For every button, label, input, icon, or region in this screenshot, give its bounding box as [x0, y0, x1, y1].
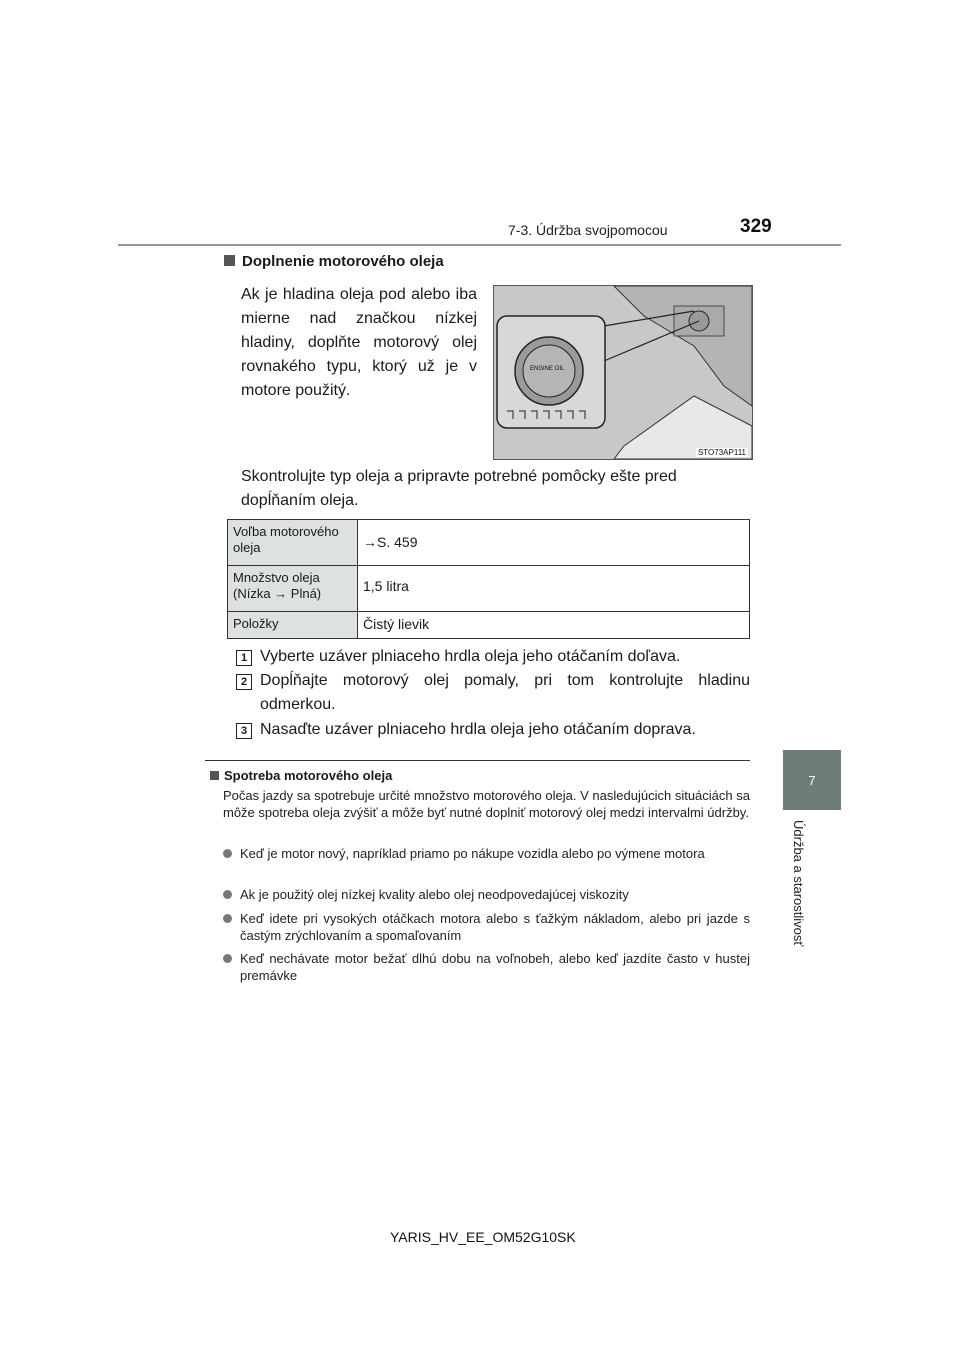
- square-bullet-icon: [224, 255, 235, 266]
- step-text: Dopĺňajte motorový olej pomaly, pri tom kontrolujte hladinu odmerkou.: [260, 672, 750, 713]
- intro-paragraph: Ak je hladina oleja pod alebo iba mierne nad značkou nízkej hladiny, doplňte motorový olej rovnakého typu, ktorý už je v motore použitý.: [241, 286, 477, 399]
- bullet-dot-icon: [223, 890, 232, 899]
- step-number-box: 1: [236, 650, 252, 666]
- list-item: [223, 886, 750, 903]
- chapter-title-text: Údržba a starostlivosť: [791, 820, 806, 947]
- list-item: [223, 910, 750, 944]
- spec-label: Položky: [228, 612, 358, 639]
- bullet-dot-icon: [223, 849, 232, 858]
- engine-bay-illustration: [494, 286, 752, 459]
- table-row: [228, 520, 750, 566]
- square-bullet-icon: [210, 771, 219, 780]
- header-divider: [118, 244, 841, 246]
- engine-oil-cap-figure: [493, 285, 753, 460]
- cap-label: ENGINE OIL: [530, 366, 565, 372]
- topic-heading-text: Doplnenie motorového oleja: [242, 253, 444, 270]
- list-item-text: Keď idete pri vysokých otáčkach motora alebo s ťažkým nákladom, alebo pri jazde s častým zrýchlovaním a spomaľovaním: [240, 911, 750, 943]
- spec-value: 1,5 litra: [358, 566, 750, 612]
- list-item-text: Keď je motor nový, napríklad priamo po nákupe vozidla alebo po výmene motora: [240, 846, 705, 861]
- list-item: [223, 845, 750, 862]
- spec-table: [227, 519, 750, 639]
- spec-label: Voľba motorového oleja: [228, 520, 358, 566]
- bullet-dot-icon: [223, 914, 232, 923]
- step-number-box: 3: [236, 723, 252, 739]
- note-paragraph: Počas jazdy sa spotrebuje určité množstvo motorového oleja. V nasledujúcich situáciách sa môže spotreba oleja zvýšiť a môže byť nutné doplniť motorový olej medzi intervalmi údržby.: [223, 788, 750, 820]
- chapter-tab: 7: [783, 750, 841, 810]
- spec-value: Čistý lievik: [358, 612, 750, 639]
- chapter-title: [790, 820, 810, 970]
- list-item: [223, 950, 750, 984]
- note-heading-text: Spotreba motorového oleja: [224, 768, 393, 783]
- document-code: YARIS_HV_EE_OM52G10SK: [390, 1229, 576, 1245]
- section-title: 7-3. Údržba svojpomocou: [508, 222, 668, 238]
- bullet-dot-icon: [223, 954, 232, 963]
- table-row: [228, 566, 750, 612]
- note-heading: [210, 768, 392, 783]
- check-paragraph: Skontrolujte typ oleja a pripravte potrebné pomôcky ešte pred dopĺňaním oleja.: [241, 468, 677, 509]
- spec-label: Množstvo oleja (Nízka → Plná): [228, 566, 358, 612]
- list-item-text: Keď nechávate motor bežať dlhú dobu na voľnobeh, alebo keď jazdíte často v hustej premávke: [240, 951, 750, 983]
- step-text: Nasaďte uzáver plniaceho hrdla oleja jeho otáčaním doprava.: [260, 721, 696, 738]
- step-number-box: 2: [236, 674, 252, 690]
- step-text: Vyberte uzáver plniaceho hrdla oleja jeho otáčaním doľava.: [260, 648, 681, 665]
- table-row: [228, 612, 750, 639]
- topic-heading: [224, 253, 444, 270]
- list-item-text: Ak je použitý olej nízkej kvality alebo olej neodpovedajúcej viskozity: [240, 887, 629, 902]
- note-divider: [205, 760, 750, 761]
- spec-value: →S. 459: [358, 520, 750, 566]
- figure-code: STO73AP111: [697, 448, 746, 457]
- page-number: 329: [740, 216, 772, 237]
